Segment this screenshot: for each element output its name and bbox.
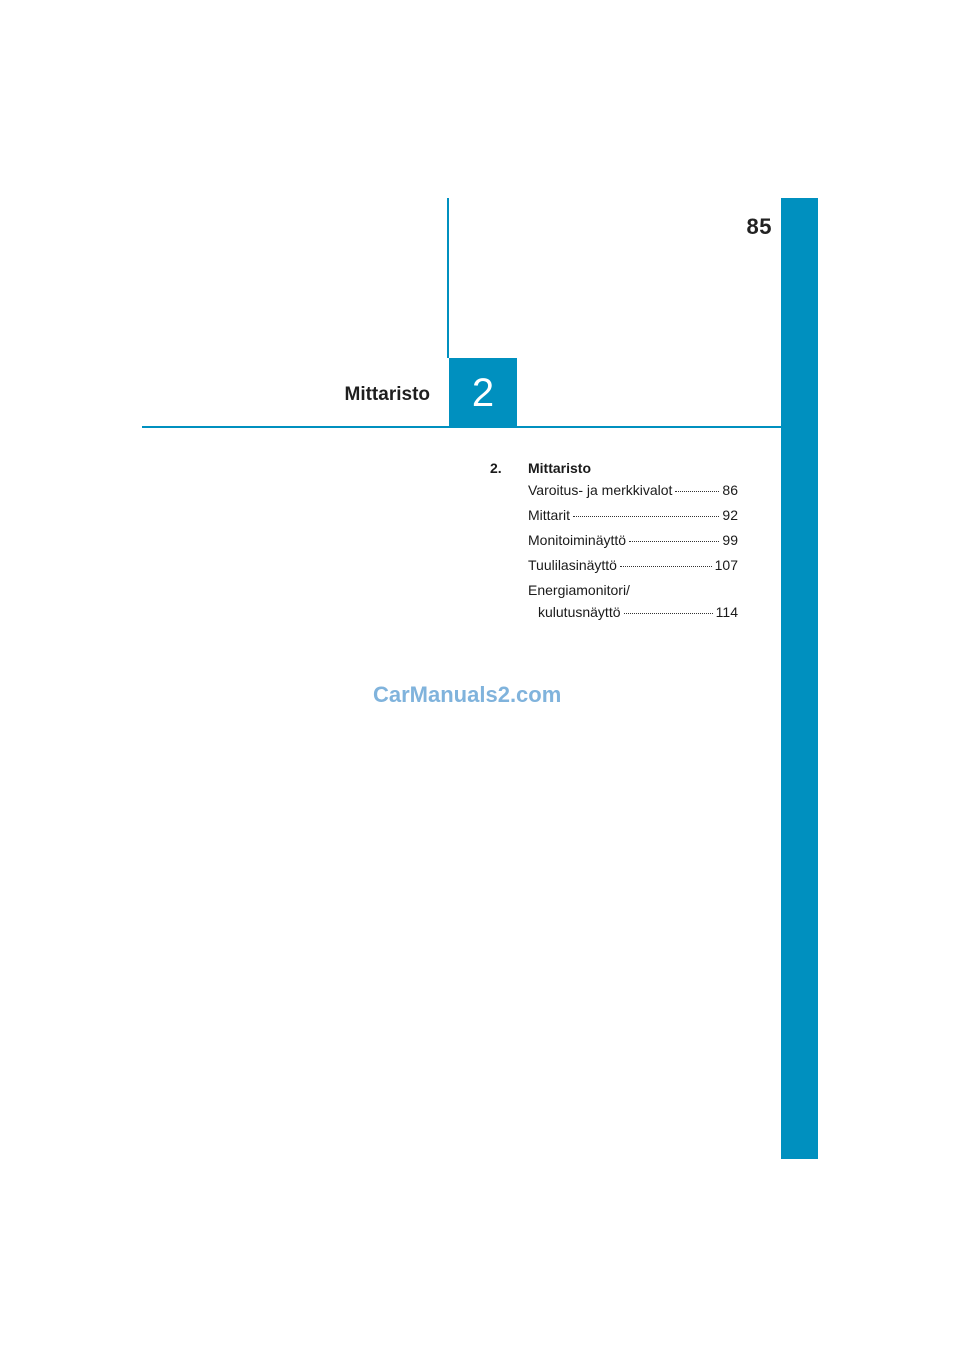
toc-entry-page: 92	[722, 507, 738, 523]
watermark-text: CarManuals2.com	[373, 682, 562, 707]
chapter-number-box	[449, 358, 517, 428]
table-of-contents	[490, 460, 738, 626]
toc-entry-label: Varoitus- ja merkkivalot	[528, 482, 673, 498]
toc-entry-page: 114	[715, 604, 738, 620]
toc-leader-dots	[675, 491, 719, 492]
toc-leader-dots	[624, 613, 713, 614]
vertical-divider	[447, 198, 449, 358]
toc-entry-label-line2: kulutusnäyttö	[538, 604, 621, 620]
chapter-number: 2	[471, 371, 495, 415]
toc-leader-dots	[620, 566, 712, 567]
toc-entry-multiline[interactable]	[528, 582, 738, 626]
toc-entry-line2	[538, 604, 738, 626]
toc-entry-page: 99	[722, 532, 738, 548]
toc-entry[interactable]	[528, 557, 738, 582]
chapter-title: Mittaristo	[344, 384, 430, 405]
toc-entry-label: Monitoiminäyttö	[528, 532, 627, 548]
toc-leader-dots	[573, 516, 719, 517]
toc-leader-dots	[629, 541, 719, 542]
toc-entry[interactable]	[528, 482, 738, 507]
toc-section-title: Mittaristo	[528, 460, 591, 476]
chapter-side-tab	[781, 198, 818, 1159]
toc-section-heading	[490, 460, 738, 476]
toc-entry-page: 86	[722, 482, 738, 498]
toc-entry[interactable]	[528, 532, 738, 557]
toc-entry[interactable]	[528, 507, 738, 532]
toc-entry-label-line1: Energiamonitori/	[528, 582, 630, 598]
toc-entry-label: Mittarit	[528, 507, 570, 523]
toc-section-number: 2.	[490, 460, 502, 476]
page-number: 85	[746, 214, 772, 239]
toc-entry-page: 107	[714, 557, 738, 573]
toc-entry-label: Tuulilasinäyttö	[528, 557, 617, 573]
